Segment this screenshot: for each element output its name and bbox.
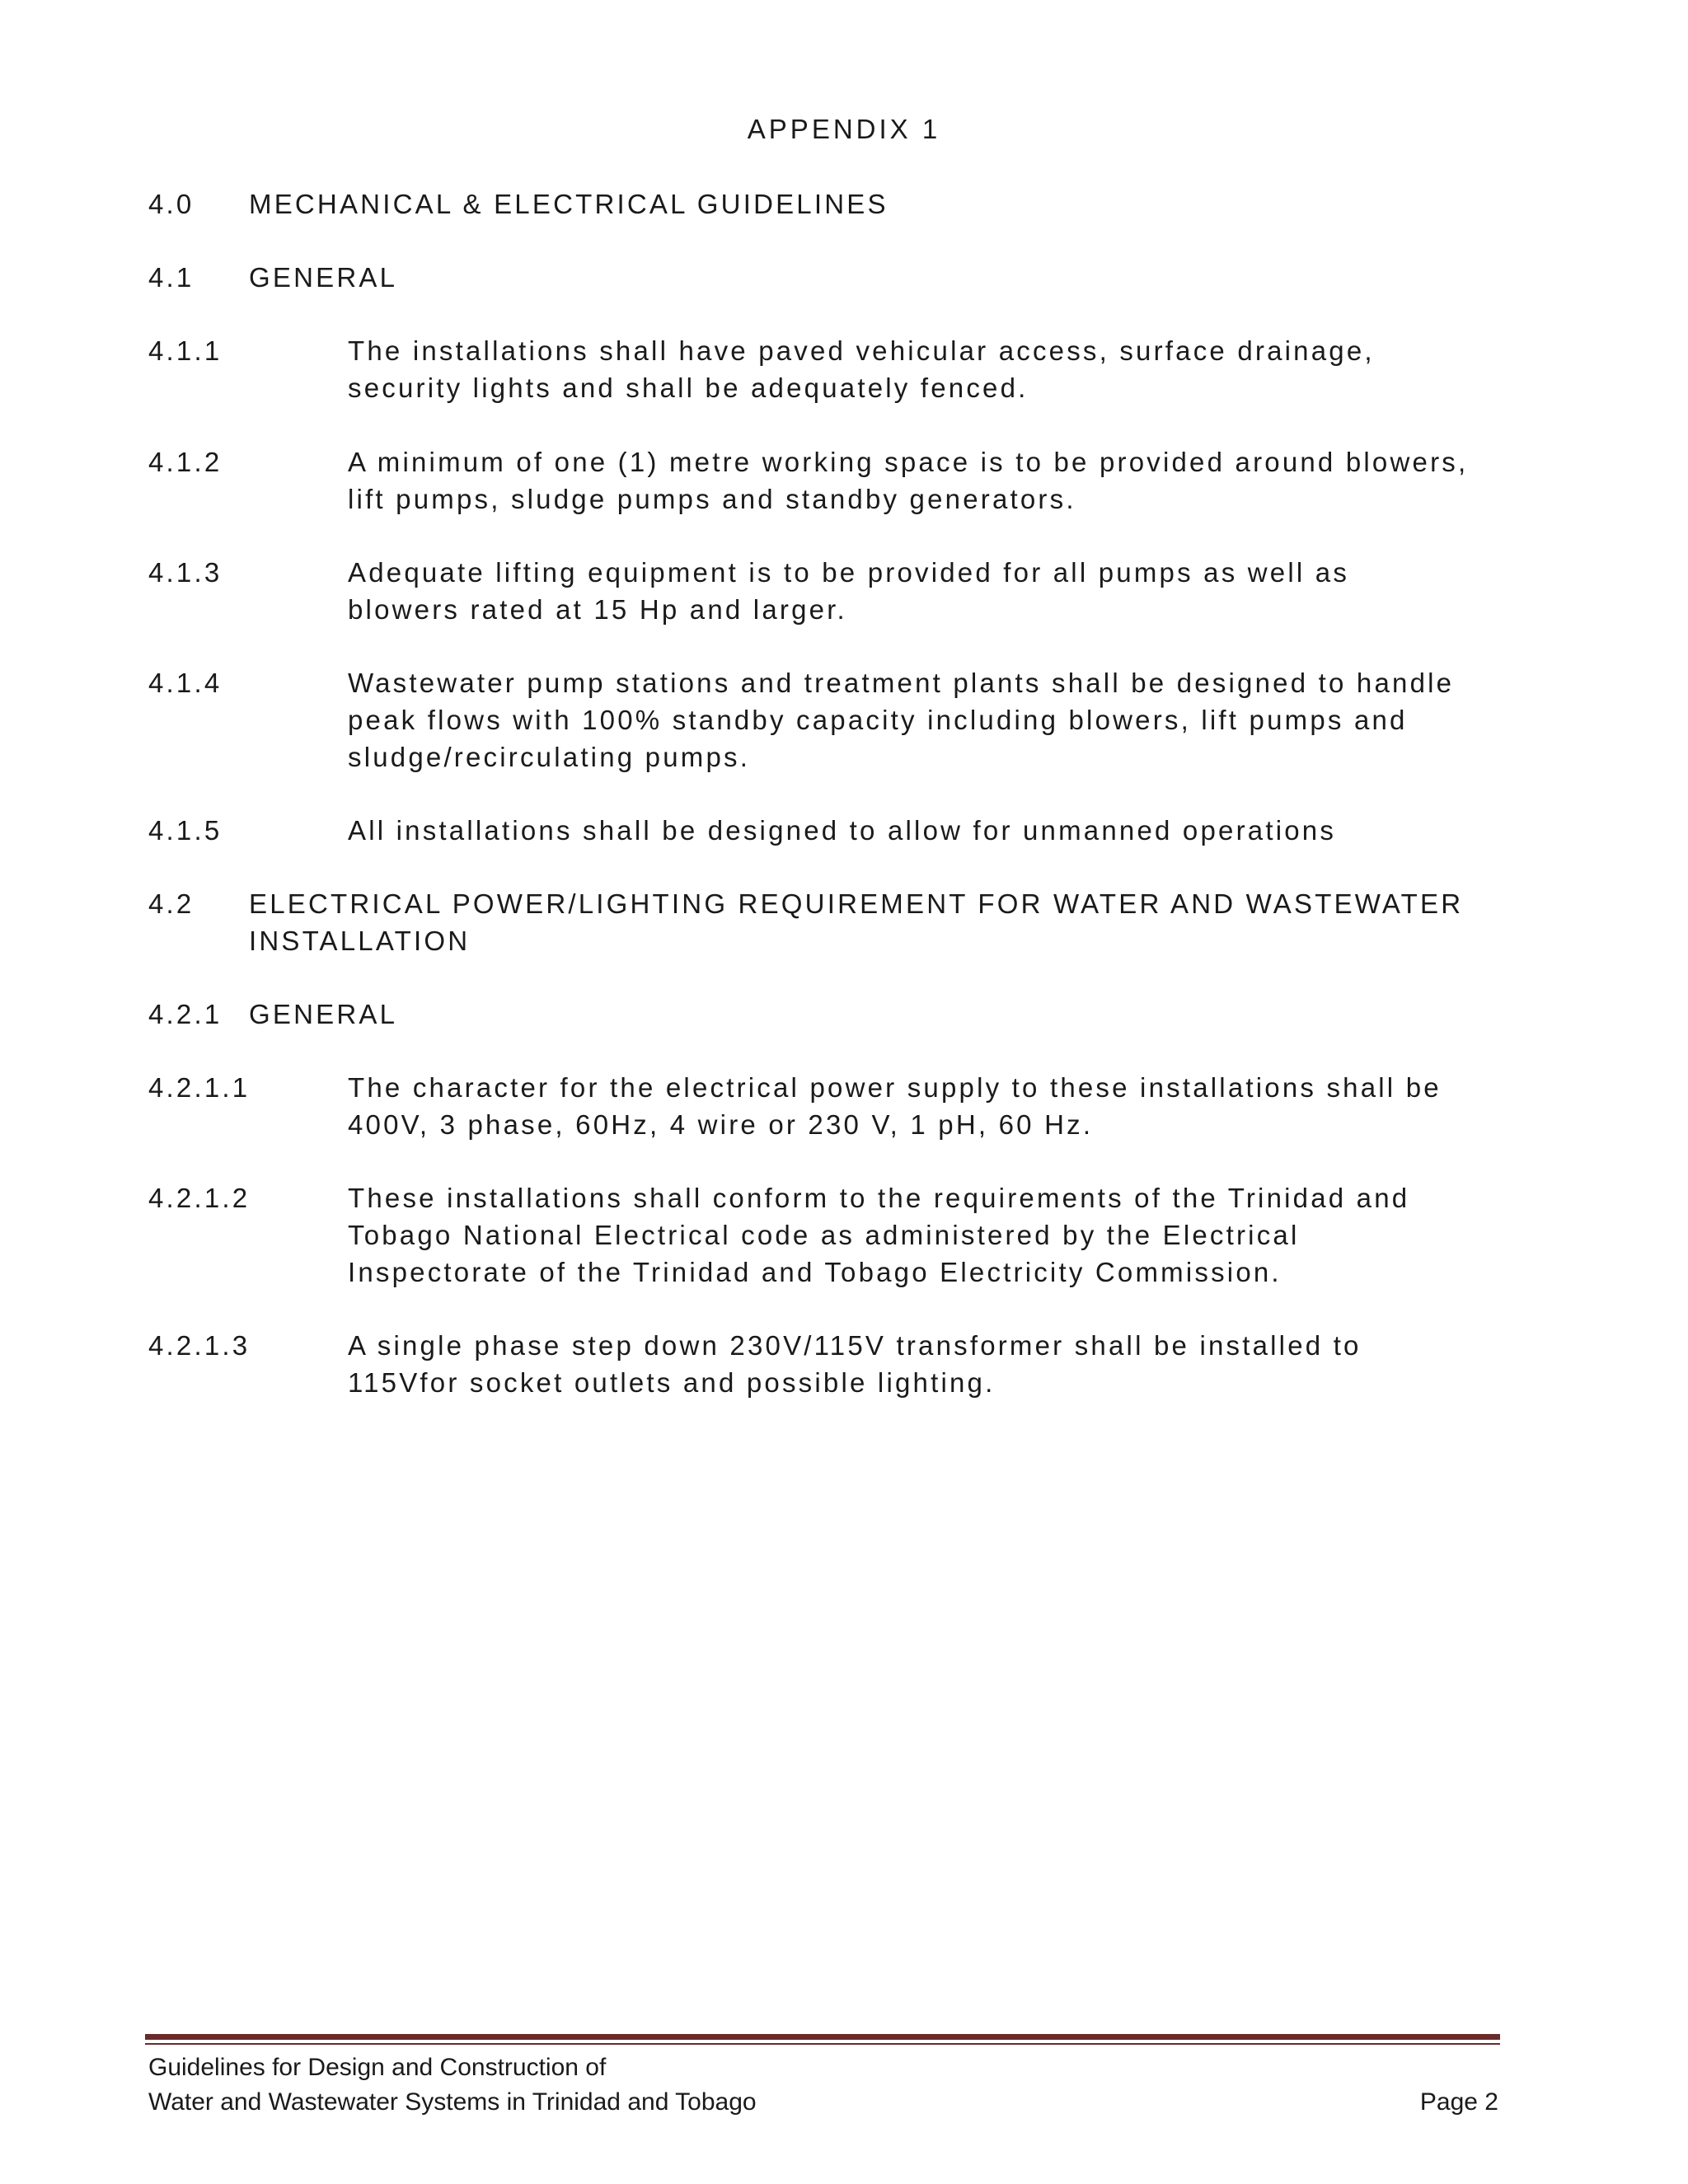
section-4-2-1-2-line-2: Tobago National Electrical code as administered by the Electrical bbox=[348, 1220, 1300, 1250]
section-4-2-1-3-line-1: A single phase step down 230V/115V transformer shall be installed to bbox=[348, 1330, 1362, 1361]
section-number-4-2-1-3: 4.2.1.3 bbox=[148, 1330, 251, 1361]
section-4-2-1-1-line-1: The character for the electrical power supply to these installations shall be bbox=[348, 1072, 1442, 1103]
section-number-4-2-1: 4.2.1 bbox=[148, 999, 223, 1029]
section-4-1-3-line-2: blowers rated at 15 Hp and larger. bbox=[348, 594, 847, 625]
section-number-4-1-1: 4.1.1 bbox=[148, 335, 223, 366]
section-4-2-1-3-line-2: 115Vfor socket outlets and possible lighting. bbox=[348, 1367, 996, 1398]
footer-rule bbox=[145, 2034, 1500, 2040]
section-4-1-5-line-1: All installations shall be designed to allow for unmanned operations bbox=[348, 815, 1337, 846]
footer-title-line-1: Guidelines for Design and Construction of bbox=[148, 2054, 607, 2081]
appendix-title: APPENDIX 1 bbox=[747, 114, 941, 144]
section-4-1-2-line-2: lift pumps, sludge pumps and standby generators. bbox=[348, 484, 1076, 514]
section-number-4-1: 4.1 bbox=[148, 262, 195, 293]
footer-title-line-2: Water and Wastewater Systems in Trinidad and Tobago bbox=[148, 2088, 757, 2116]
section-4-1-4-line-1: Wastewater pump stations and treatment plants shall be designed to handle bbox=[348, 668, 1455, 698]
section-4-1-1-line-2: security lights and shall be adequately fenced. bbox=[348, 373, 1029, 403]
section-4-2-1-2-line-1: These installations shall conform to the requirements of the Trinidad and bbox=[348, 1183, 1410, 1213]
section-heading-4-1: GENERAL bbox=[249, 262, 398, 293]
section-heading-4-2-line-1: ELECTRICAL POWER/LIGHTING REQUIREMENT FOR WATER AND WASTEWATER bbox=[249, 888, 1464, 919]
section-number-4-0: 4.0 bbox=[148, 189, 195, 219]
section-4-2-1-1-line-2: 400V, 3 phase, 60Hz, 4 wire or 230 V, 1 pH, 60 Hz. bbox=[348, 1109, 1094, 1140]
section-number-4-2: 4.2 bbox=[148, 888, 195, 919]
page-number: Page 2 bbox=[1419, 2088, 1498, 2116]
section-4-1-3-line-1: Adequate lifting equipment is to be provided for all pumps as well as bbox=[348, 557, 1350, 588]
section-4-2-1-2-line-3: Inspectorate of the Trinidad and Tobago Electricity Commission. bbox=[348, 1257, 1282, 1287]
section-4-1-1-line-1: The installations shall have paved vehicular access, surface drainage, bbox=[348, 335, 1375, 366]
section-4-1-4-line-2: peak flows with 100% standby capacity including blowers, lift pumps and bbox=[348, 705, 1408, 735]
section-heading-4-2-1: GENERAL bbox=[249, 999, 398, 1029]
section-number-4-1-4: 4.1.4 bbox=[148, 668, 223, 698]
section-number-4-2-1-1: 4.2.1.1 bbox=[148, 1072, 251, 1103]
section-number-4-1-3: 4.1.3 bbox=[148, 557, 223, 588]
section-heading-4-2-line-2: INSTALLATION bbox=[249, 926, 471, 956]
section-4-1-4-line-3: sludge/recirculating pumps. bbox=[348, 742, 751, 772]
section-4-1-2-line-1: A minimum of one (1) metre working space is to be provided around blowers, bbox=[348, 447, 1469, 477]
section-heading-4-0: MECHANICAL & ELECTRICAL GUIDELINES bbox=[249, 189, 889, 219]
section-number-4-2-1-2: 4.2.1.2 bbox=[148, 1183, 251, 1213]
footer-rule-thin bbox=[145, 2043, 1500, 2045]
section-number-4-1-5: 4.1.5 bbox=[148, 815, 223, 846]
section-number-4-1-2: 4.1.2 bbox=[148, 447, 223, 477]
